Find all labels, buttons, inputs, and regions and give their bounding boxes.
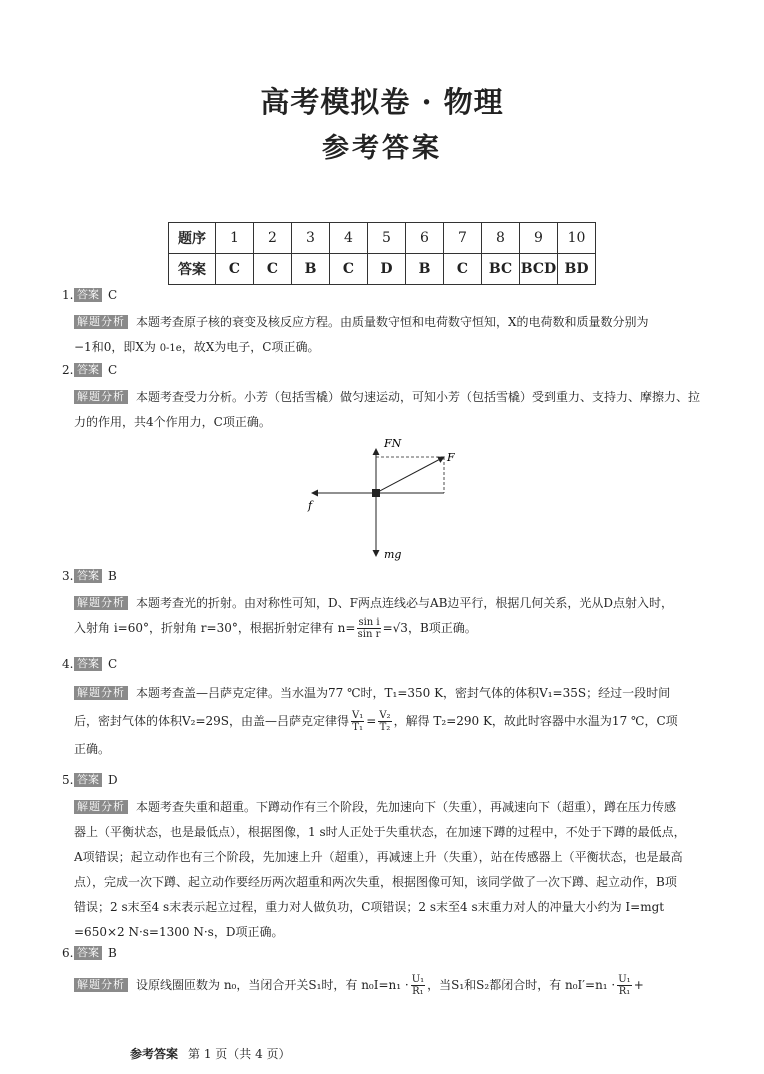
answer-tag: 答案: [74, 569, 102, 583]
pull-force-arrow: [376, 457, 444, 493]
analysis-tag: 解题分析: [74, 390, 128, 404]
question-6-analysis: [74, 968, 702, 1002]
fraction-bottom: R₁: [412, 986, 424, 997]
fraction: [351, 710, 364, 733]
analysis-text: 力的作用，共4个作用力，C项正确。: [74, 415, 271, 429]
fraction-top: V₁: [352, 710, 364, 721]
equals-sign: =: [366, 714, 377, 728]
table-cell: C: [254, 254, 292, 285]
fraction: [378, 710, 391, 733]
analysis-text: 后，密封气体的体积V₂=29S，由盖—吕萨克定律得: [74, 714, 350, 728]
analysis-tag: 解题分析: [74, 978, 128, 992]
table-row-answers: [169, 254, 596, 285]
answer-table: [168, 222, 596, 285]
answer-value: C: [108, 288, 118, 302]
answer-tag: 答案: [74, 363, 102, 377]
answer-tag: 答案: [74, 946, 102, 960]
analysis-text: =650×2 N·s=1300 N·s，D项正确。: [74, 925, 284, 939]
table-cell: C: [330, 254, 368, 285]
analysis-text: 器上（平衡状态，也是最低点），根据图像，1 s时人正处于失重状态，在加速下蹲的过程中，不处于下蹲的最低点，: [74, 825, 686, 839]
page-footer: [130, 1045, 291, 1062]
analysis-tag: 解题分析: [74, 596, 128, 610]
fraction-bottom: T₂: [379, 722, 391, 733]
force-diagram: [300, 433, 470, 568]
question-3-analysis: [74, 591, 702, 641]
answer-value: C: [108, 657, 118, 671]
analysis-text: +: [633, 978, 644, 992]
table-row-numbers: [169, 223, 596, 254]
question-number: 5.: [62, 773, 74, 787]
question-3-answer: [62, 569, 117, 583]
fraction-top: U₁: [618, 974, 631, 985]
question-5-analysis: [74, 795, 702, 945]
fraction: [411, 974, 425, 997]
label-f-pull: F: [447, 451, 455, 464]
table-cell: 3: [292, 223, 330, 254]
fraction-bottom: R₁: [618, 986, 631, 997]
label-mg: mg: [384, 548, 402, 561]
answer-tag: 答案: [74, 773, 102, 787]
table-cell: C: [216, 254, 254, 285]
question-4-analysis: [74, 679, 702, 763]
fraction-bottom: T₁: [352, 722, 363, 733]
question-2-analysis: [74, 385, 702, 435]
question-number: 3.: [62, 569, 74, 583]
table-cell: BD: [558, 254, 596, 285]
analysis-text: 入射角 i=60°，折射角 r=30°，根据折射定律有 n=: [74, 621, 356, 635]
analysis-tag: 解题分析: [74, 315, 128, 329]
table-cell: D: [368, 254, 406, 285]
page-title: 高考模拟卷 · 物理: [260, 85, 504, 119]
analysis-text: −1和0，即X为: [74, 340, 160, 354]
question-2-answer: [62, 363, 117, 377]
analysis-text: =√3，B项正确。: [382, 621, 477, 635]
fraction: [357, 617, 380, 640]
analysis-text: 本题考查失重和超重。下蹲动作有三个阶段，先加速向下（失重），再减速向下（超重），蹲在压力传感: [136, 800, 677, 814]
analysis-text: 本题考查光的折射。由对称性可知，D、F两点连线必与AB边平行，根据几何关系，光从D点射入时，: [136, 596, 674, 610]
analysis-text: ，解得 T₂=290 K，故此时容器中水温为17 ℃，C项: [393, 714, 678, 728]
answer-value: C: [108, 363, 118, 377]
object-block: [372, 489, 380, 497]
table-cell: 4: [330, 223, 368, 254]
page-number: 第 1 页（共 4 页）: [188, 1047, 291, 1061]
table-cell: C: [444, 254, 482, 285]
table-cell: BCD: [520, 254, 558, 285]
isotope-notation: 0-1e: [159, 343, 182, 354]
analysis-text: A项错误；起立动作也有三个阶段，先加速上升（超重），再减速上升（失重），站在传感器上（平衡状态，也是最高: [74, 850, 683, 864]
table-cell: 1: [216, 223, 254, 254]
analysis-text: 本题考查受力分析。小芳（包括雪橇）做匀速运动，可知小芳（包括雪橇）受到重力、支持力、摩擦力、拉: [136, 390, 701, 404]
question-number: 4.: [62, 657, 74, 671]
analysis-text: 正确。: [74, 742, 111, 756]
question-number: 2.: [62, 363, 74, 377]
analysis-text: 点），完成一次下蹲、起立动作要经历两次超重和两次失重，根据图像可知，该同学做了一次下蹲、起立动作，B项: [74, 875, 677, 889]
fraction-top: V₂: [379, 710, 391, 721]
table-cell: B: [292, 254, 330, 285]
label-f-friction: f: [308, 499, 313, 512]
analysis-text: 错误；2 s末至4 s末表示起立过程，重力对人做负功，C项错误；2 s末至4 s末重力对人的冲量大小约为 I=mgt: [74, 900, 665, 914]
table-cell: 10: [558, 223, 596, 254]
fraction-top: U₁: [411, 974, 425, 985]
fraction-top: sin i: [358, 617, 380, 628]
question-1-answer: [62, 288, 117, 302]
table-cell: B: [406, 254, 444, 285]
table-cell: 6: [406, 223, 444, 254]
analysis-text: 本题考查盖—吕萨克定律。当水温为77 ℃时，T₁=350 K，密封气体的体积V₁=35S；经过一段时间: [136, 686, 671, 700]
analysis-text: 本题考查原子核的衰变及核反应方程。由质量数守恒和电荷数守恒知，X的电荷数和质量数分别为: [136, 315, 649, 329]
question-number: 6.: [62, 946, 74, 960]
analysis-text: ，当S₁和S₂都闭合时，有 n₀I′=n₁ ·: [427, 978, 616, 992]
question-4-answer: [62, 657, 117, 671]
analysis-tag: 解题分析: [74, 686, 128, 700]
table-cell: 8: [482, 223, 520, 254]
table-header-number: 题序: [169, 223, 216, 254]
table-cell: 9: [520, 223, 558, 254]
question-5-answer: [62, 773, 118, 787]
fraction-bottom: sin r: [357, 629, 381, 640]
table-cell: 7: [444, 223, 482, 254]
table-header-answer: 答案: [169, 254, 216, 285]
question-number: 1.: [62, 288, 74, 302]
fraction: [617, 974, 631, 997]
answer-tag: 答案: [74, 657, 102, 671]
label-fn: FN: [384, 437, 402, 450]
footer-label: 参考答案: [130, 1047, 179, 1061]
answer-value: D: [108, 773, 118, 787]
table-cell: BC: [482, 254, 520, 285]
table-cell: 2: [254, 223, 292, 254]
page-subtitle: 参考答案: [322, 133, 442, 164]
answer-value: B: [108, 946, 117, 960]
analysis-tag: 解题分析: [74, 800, 128, 814]
analysis-text: 设原线圈匝数为 n₀，当闭合开关S₁时，有 n₀I=n₁ ·: [136, 978, 409, 992]
question-6-answer: [62, 946, 117, 960]
answer-value: B: [108, 569, 117, 583]
table-cell: 5: [368, 223, 406, 254]
answer-tag: 答案: [74, 288, 102, 302]
question-1-analysis: [74, 310, 702, 361]
analysis-text: ，故X为电子，C项正确。: [181, 340, 320, 354]
